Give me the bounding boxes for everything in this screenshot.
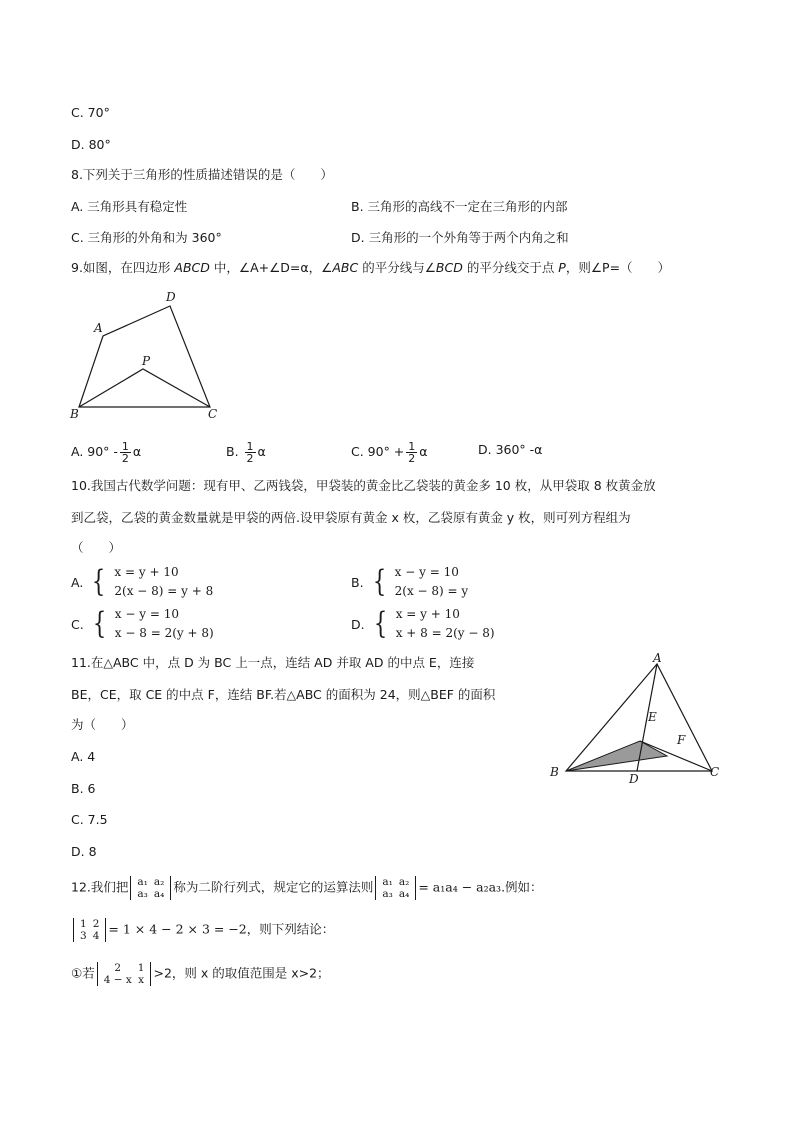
q9-label-p: P (142, 354, 151, 368)
equation-row: x = y + 10 (395, 607, 460, 621)
det-cell: a₄ (153, 888, 165, 900)
q9-option-a-prefix: A. 90° - (71, 444, 118, 459)
q8-option-a: A. 三角形具有稳定性 (71, 199, 188, 214)
q8-option-b: B. 三角形的高线不一定在三角形的内部 (351, 199, 568, 214)
alpha-symbol: α (419, 444, 428, 459)
q12-rule-determinant (375, 876, 416, 900)
alpha-symbol: α (257, 444, 266, 459)
det-cell: 1 (137, 962, 145, 974)
q11-stem-line2: BE，CE，取 CE 的中点 F，连结 BF.若△ABC 的面积为 24，则△BEF 的面积 (71, 687, 496, 702)
q7-option-d: D. 80° (71, 137, 111, 152)
q9-quadrilateral-figure (66, 288, 226, 424)
q9-label-d: D (166, 290, 176, 304)
fraction-numerator: 1 (121, 440, 129, 453)
equation-row: x − y = 10 (394, 565, 459, 579)
q9-angle-abc: ABC (332, 260, 359, 275)
equation-row: x + 8 = 2(y − 8) (395, 626, 495, 640)
q9-stem-prefix: 9.如图，在四边形 (71, 260, 175, 275)
q11-label-f: F (677, 733, 686, 747)
fraction-numerator: 1 (408, 440, 416, 453)
q11-triangle-figure (546, 650, 726, 790)
det-cell: a₃ (382, 888, 393, 900)
q11-label-e: E (648, 710, 657, 724)
left-brace-icon: { (372, 564, 386, 599)
q12-line1-mid: 称为二阶行列式，规定它的运算法则 (173, 879, 374, 895)
det-cell: a₂ (153, 876, 165, 888)
q7-option-c: C. 70° (71, 105, 110, 120)
q11-option-d: D. 8 (71, 844, 97, 859)
q9-point-p: P (558, 260, 566, 275)
det-cell: 2 (114, 962, 122, 974)
q9-option-a (71, 441, 141, 464)
fraction-denominator: 2 (408, 452, 416, 465)
q12-conclusion-1-prefix: ①若 (71, 965, 95, 981)
left-brace-icon: { (373, 606, 387, 641)
q8-stem: 8.下列关于三角形的性质描述错误的是（ ） (71, 167, 333, 182)
det-cell: a₁ (137, 876, 148, 888)
q10-option-a (71, 563, 213, 601)
det-cell: 1 (80, 918, 87, 930)
q9-option-d: D. 360° -α (478, 442, 543, 457)
left-brace-icon: { (92, 606, 106, 641)
equation-row: x − 8 = 2(y + 8) (114, 626, 214, 640)
q12-conclusion-1-suffix: >2，则 x 的取值范围是 x>2； (153, 965, 330, 981)
q10-option-c-label: C. (71, 616, 84, 632)
equation-row: x − y = 10 (114, 607, 179, 621)
fraction-denominator: 2 (246, 452, 254, 465)
q9-bisector-lines (79, 369, 210, 407)
q11-label-c: C (710, 765, 720, 779)
q10-option-c (71, 605, 214, 643)
q9-label-a: A (94, 321, 103, 335)
q9-option-c (351, 441, 428, 464)
det-cell: 4 (92, 930, 100, 942)
q12-conclusion-1 (71, 962, 330, 986)
q9-option-a-fraction (120, 441, 131, 464)
det-cell: a₂ (398, 876, 410, 888)
alpha-symbol: α (132, 444, 142, 459)
q9-option-c-prefix: C. 90° + (351, 444, 405, 459)
q11-label-a: A (653, 651, 662, 665)
q9-stem-mid3: 的平分线交于点 (462, 260, 559, 275)
q12-example-result: = 1 × 4 − 2 × 3 = −2，则下列结论： (108, 921, 335, 937)
q9-label-c: C (208, 407, 218, 421)
det-cell: x (138, 974, 145, 986)
q8-option-d: D. 三角形的一个外角等于两个内角之和 (351, 230, 569, 245)
q9-option-b-prefix: B. (226, 444, 239, 459)
fraction-denominator: 2 (121, 452, 129, 465)
q9-stem-suffix: ，则∠P=（ ） (565, 260, 671, 275)
det-cell: a₄ (398, 888, 410, 900)
left-brace-icon: { (92, 564, 106, 599)
q9-option-b-fraction (245, 441, 256, 464)
q9-label-b: B (70, 407, 79, 421)
q10-option-a-label: A. (71, 574, 84, 590)
det-cell: a₃ (137, 888, 148, 900)
q11-stem-line3: 为（ ） (71, 717, 134, 732)
q12-rule-formula: = a₁a₄ − a₂a₃ (418, 879, 502, 895)
q11-option-b: B. 6 (71, 781, 96, 796)
q9-stem-mid2: 的平分线与∠ (358, 260, 436, 275)
q10-stem-line3: （ ） (71, 540, 122, 555)
q9-stem-mid1: 中，∠A+∠D=α，∠ (209, 260, 333, 275)
q11-stem-line1: 11.在△ABC 中，点 D 为 BC 上一点，连结 AD 并取 AD 的中点 E，连接 (71, 655, 475, 670)
q11-option-c: C. 7.5 (71, 812, 108, 827)
q12-example-line (71, 918, 334, 942)
equation-row: x = y + 10 (114, 565, 179, 579)
q10-option-d-label: D. (351, 616, 365, 632)
q9-angle-bcd: BCD (435, 260, 463, 275)
q11-label-d: D (629, 772, 639, 786)
q10-option-b-label: B. (351, 574, 364, 590)
det-cell: 4 − x (103, 974, 132, 986)
q12-conclusion-1-determinant (97, 962, 152, 986)
equation-row: 2(x − 8) = y (394, 584, 469, 598)
q12-line1-prefix: 12.我们把 (71, 879, 129, 895)
q10-option-b (351, 563, 468, 601)
det-cell: 2 (92, 918, 100, 930)
q10-stem-line1: 10.我国古代数学问题：现有甲、乙两钱袋，甲袋装的黄金比乙袋装的黄金多 10 枚，从甲袋取 8 枚黄金放 (71, 478, 656, 493)
q9-option-c-fraction (406, 441, 417, 464)
q12-example-determinant (73, 918, 106, 942)
q12-line1-suffix: .例如： (501, 879, 543, 895)
equation-row: 2(x − 8) = y + 8 (114, 584, 214, 598)
q12-general-determinant (130, 876, 171, 900)
q9-quad-name: ABCD (174, 260, 210, 275)
q11-option-a: A. 4 (71, 749, 96, 764)
q10-option-d (351, 605, 495, 643)
det-cell: a₁ (382, 876, 393, 888)
q9-option-b (226, 441, 266, 464)
q10-stem-line2: 到乙袋，乙袋的黄金数量就是甲袋的两倍.设甲袋原有黄金 x 枚，乙袋原有黄金 y 枚，则可列方程组为 (71, 510, 631, 525)
q11-label-b: B (550, 765, 559, 779)
fraction-numerator: 1 (246, 440, 254, 453)
q9-stem (71, 259, 670, 277)
q12-stem-line1 (71, 876, 543, 900)
det-cell: 3 (80, 930, 87, 942)
q8-option-c: C. 三角形的外角和为 360° (71, 230, 222, 245)
